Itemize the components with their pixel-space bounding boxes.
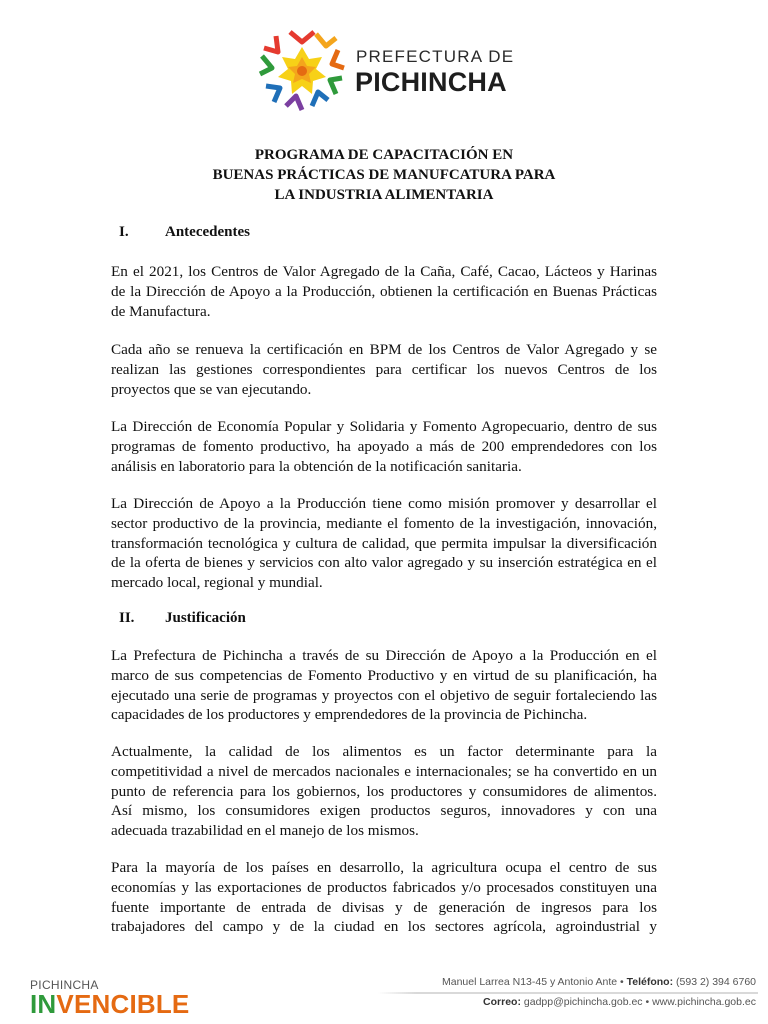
text-line: análisis en laboratorio para la obtención de la notificación sanitaria. [111,457,522,475]
section-number: II. [119,610,135,626]
paragraph [111,494,657,593]
pichincha-emblem-icon [254,26,350,114]
footer-email-link[interactable]: gadpp@pichincha.gob.ec [523,996,643,1008]
text-line: Para la mayoría de los países en desarrollo, la agricultura ocupa el centro de sus [111,859,657,876]
paragraph [111,858,657,937]
text-line: capacidades de los productores y emprendedores de la provincia de Pichincha. [111,706,588,724]
text-line: sector productivo de la provincia, mediante el fomento de la investigación, innovación, [111,514,657,532]
text-line: punto de referencia para los gobiernos, los productores y consumidores de alimentos. [111,782,657,800]
text-line: realizan las gestiones correspondientes para certificar los nuevos Centros de los [111,360,657,378]
title-line: LA INDUSTRIA ALIMENTARIA [274,187,494,203]
text-line: programas de fomento productivo, ha apoyado a más de 200 emprendedores con los [111,437,657,455]
footer-phone-label: Teléfono: [626,976,674,988]
text-line: La Prefectura de Pichincha a través de su Dirección de Apoyo a la Producción en el [111,647,657,664]
text-line: Así mismo, los consumidores exigen productos seguros, innovadores y con una [111,802,657,820]
text-line: transformación tecnológica y cultura de calidad, que permita impulsar la diversificación [111,534,657,552]
footer-brand-line2-a: IN [30,989,57,1019]
text-line: competitividad a nivel de mercados nacionales e internacionales; se ha convertido en un [111,762,657,780]
footer-email-label: Correo: [483,996,521,1008]
text-line: trabajadores del campo y de la ciudad en los sectores agrícola, agroindustrial y [111,918,657,936]
section-number: I. [119,224,129,240]
text-line: economías y las exportaciones de productos fabricados y/o procesados constituyen una [111,878,657,896]
title-line: PROGRAMA DE CAPACITACIÓN EN [254,147,514,163]
prefectura-logo [254,26,514,116]
logo-text-pichincha: PICHINCHA [355,67,507,97]
text-line: de Manufactura. [111,302,211,320]
footer-separator: • [645,996,650,1008]
paragraph [111,417,657,476]
text-line: La Dirección de Economía Popular y Solidaria y Fomento Agropecuario, dentro de sus [111,418,657,435]
text-line: fuente importante de entrada de divisas y de generación de ingresos para los [111,898,657,916]
section-title: Antecedentes [165,224,250,240]
paragraph [111,742,657,841]
text-line: En el 2021, los Centros de Valor Agregado de la Caña, Café, Cacao, Lácteos y Harinas [111,263,657,280]
text-line: marco de sus competencias de Fomento Productivo y en virtud de su planificación, ha [111,666,657,684]
footer-contact [483,996,756,1008]
footer-brand-line2 [30,989,189,1020]
text-line: adecuada trazabilidad en el manejo de los mismos. [111,822,419,840]
title-line: BUENAS PRÁCTICAS DE MANUFCATURA PARA [212,167,556,183]
text-line: La Dirección de Apoyo a la Producción tiene como misión promover y desarrollar el [111,495,657,512]
section-heading-justificacion [119,610,246,627]
text-line: Cada año se renueva la certificación en BPM de los Centros de Valor Agregado y se [111,341,657,358]
text-line: mercado local, regional y mundial. [111,574,323,592]
text-line: ejecutado una serie de programas y proyectos con el objetivo de seguir fortaleciendo las [111,686,657,704]
section-heading-antecedentes [119,224,250,241]
footer-brand-line1: PICHINCHA [30,978,99,992]
footer-brand-line2-b: VENCIBLE [56,989,190,1019]
document-title [0,145,768,205]
text-line: de la Dirección de Apoyo a la Producción, obtienen la certificación en Buenas Prácticas [111,282,657,300]
footer-divider [378,992,758,994]
footer-address-text: Manuel Larrea N13-45 y Antonio Ante • [441,976,624,988]
footer-phone: (593 2) 394 6760 [676,976,756,988]
logo-text-prefectura: PREFECTURA DE [356,47,515,66]
footer-website-link[interactable]: www.pichincha.gob.ec [652,996,756,1008]
text-line: Actualmente, la calidad de los alimentos es un factor determinante para la [111,743,657,760]
paragraph [111,340,657,399]
paragraph [111,262,657,321]
paragraph [111,646,657,725]
pichincha-invencible-logo [30,976,190,1024]
text-line: de la oferta de bienes y servicios con alto valor agregado y su inserción estratégica en el [111,554,657,572]
footer-address [442,976,756,988]
text-line: proyectos que se van ejecutando. [111,380,312,398]
section-title: Justificación [165,610,246,626]
